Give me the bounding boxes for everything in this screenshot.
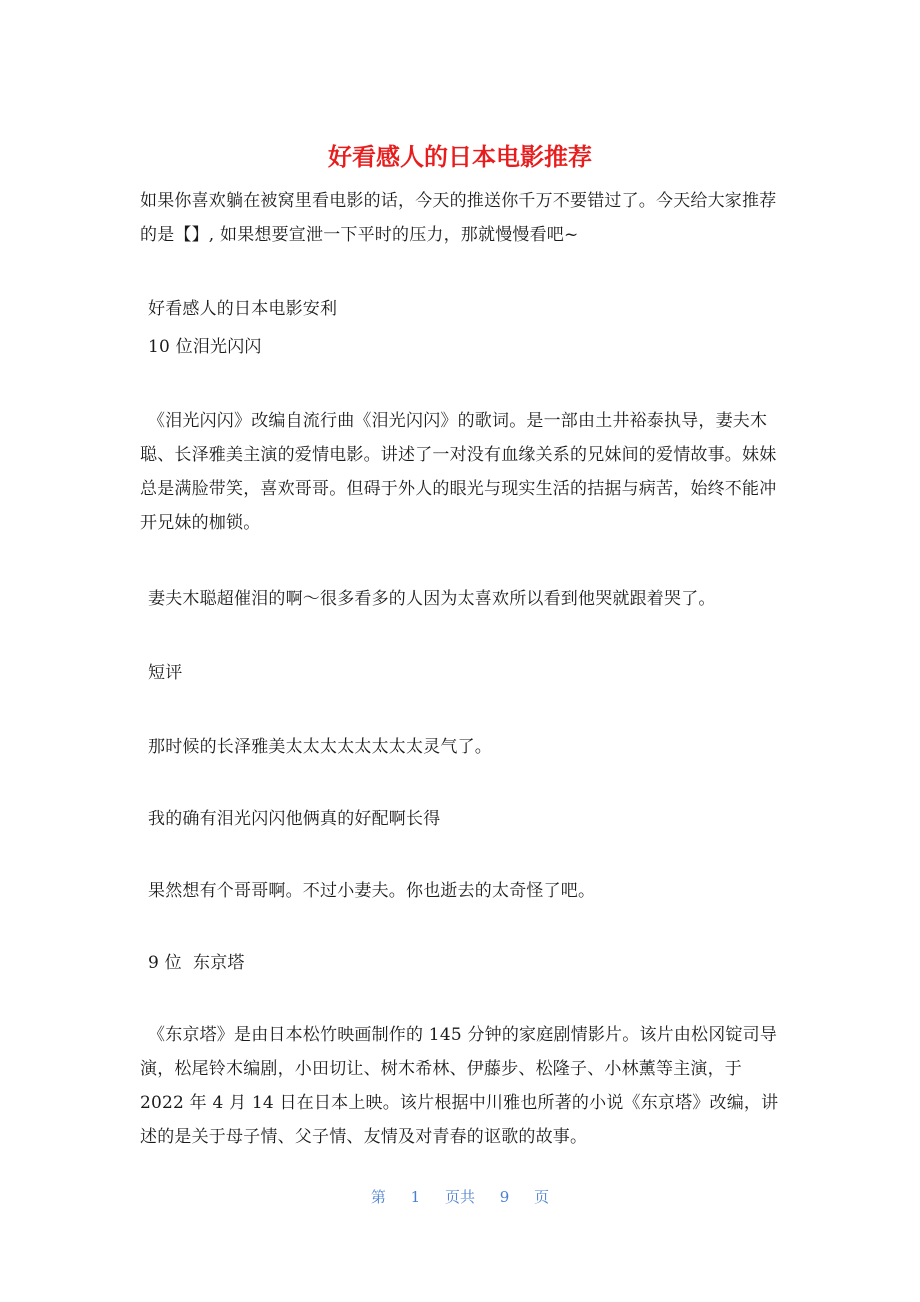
footer-suffix: 页 — [534, 1188, 550, 1206]
review-item-1: 那时候的长泽雅美太太太太太太太太灵气了。 — [148, 737, 492, 757]
footer-current-page: 1 — [410, 1188, 421, 1206]
movie-description-9: 《东京塔》是由日本松竹映画制作的 145 分钟的家庭剧情影片。该片由松冈锭司导演，松尾铃木编剧，小田切让、树木希林、伊藤步、松隆子、小林薰等主演，于 2022 年 4 月 14 日在日本上映。该片根据中川雅也所著的小说《东京塔》改编，讲述的是关于母子情、父子情、友情及对青春的讴歌的故事。 — [140, 1025, 779, 1147]
section-heading: 好看感人的日本电影安利 — [148, 299, 338, 319]
footer-total-pages: 9 — [499, 1188, 510, 1206]
intro-paragraph: 如果你喜欢躺在被窝里看电影的话，今天的推送你千万不要错过了。今天给大家推荐的是【】, 如果想要宣泄一下平时的压力，那就慢慢看吧~ — [140, 191, 777, 245]
short-review-heading: 短评 — [148, 663, 183, 683]
page-title: 好看感人的日本电影推荐 — [328, 143, 592, 171]
page-footer — [0, 1186, 920, 1207]
review-item-2: 我的确有泪光闪闪他俩真的好配啊长得 — [148, 809, 441, 829]
footer-prefix: 第 — [370, 1188, 386, 1206]
movie-description-10: 《泪光闪闪》改编自流行曲《泪光闪闪》的歌词。是一部由土井裕泰执导，妻夫木聪、长泽雅美主演的爱情电影。讲述了一对没有血缘关系的兄妹间的爱情故事。妹妹总是满脸带笑，喜欢哥哥。但碍于外人的眼光与现实生活的拮据与病苦，始终不能冲开兄妹的枷锁。 — [140, 411, 777, 533]
rank-heading-10: 10 位泪光闪闪 — [148, 337, 262, 357]
review-item-3: 果然想有个哥哥啊。不过小妻夫。你也逝去的太奇怪了吧。 — [148, 881, 596, 901]
footer-middle: 页共 — [444, 1188, 475, 1206]
comment-paragraph: 妻夫木聪超催泪的啊～很多看多的人因为太喜欢所以看到他哭就跟着哭了。 — [148, 589, 716, 609]
rank-heading-9: 9 位 东京塔 — [148, 953, 245, 973]
